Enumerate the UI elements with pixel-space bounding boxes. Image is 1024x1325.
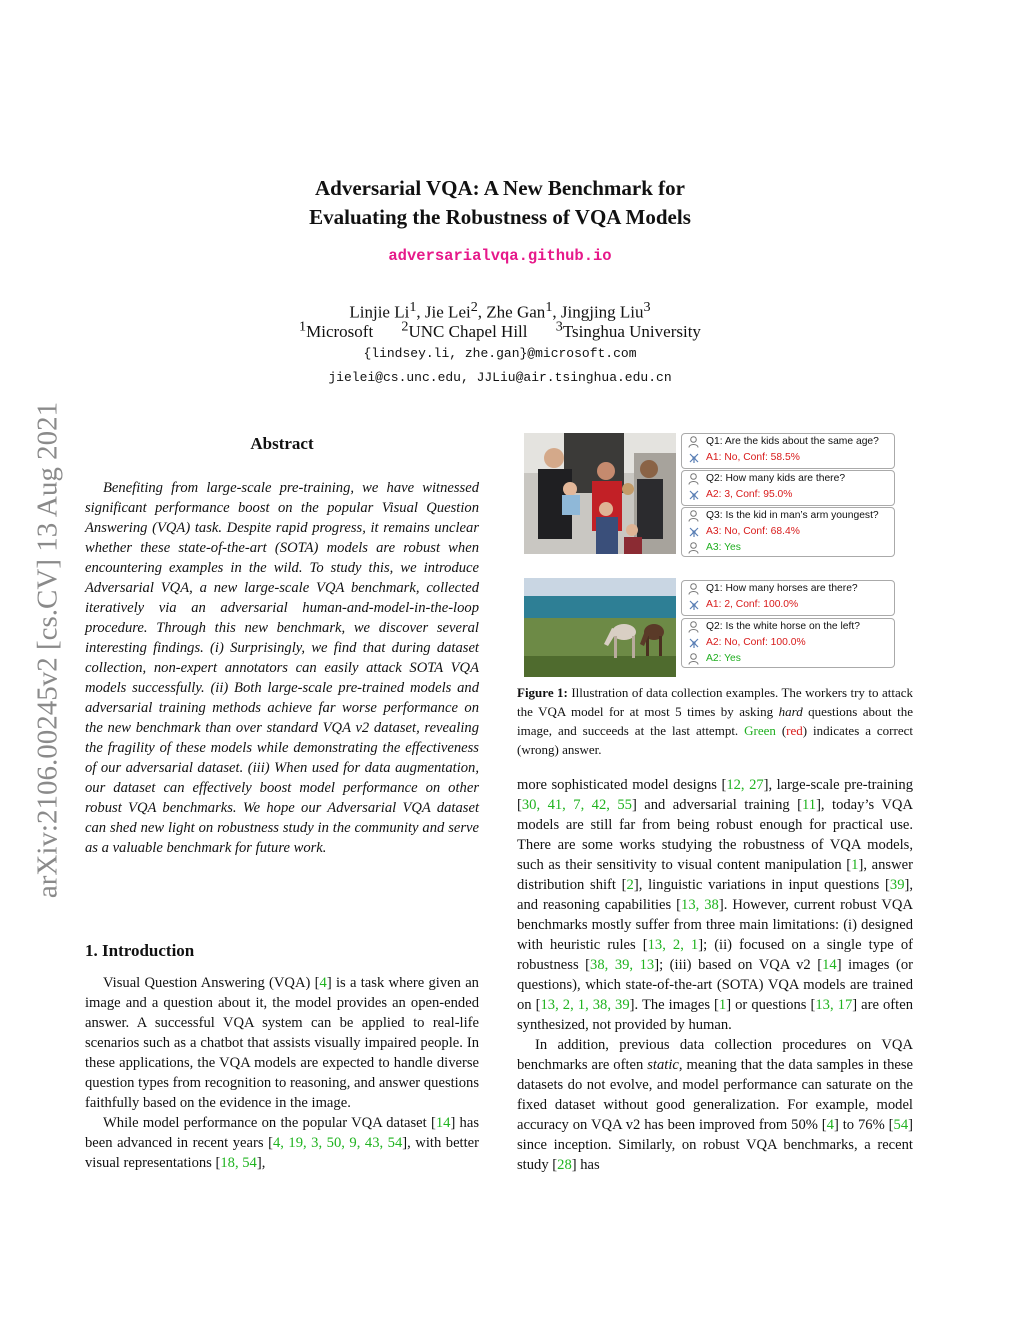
qa-text: A1: 2, Conf: 100.0% <box>706 599 799 610</box>
qa-text: A3: Yes <box>706 542 741 553</box>
aff-2-sup: 2 <box>401 318 409 334</box>
citation[interactable]: 38, 39, 13 <box>590 957 655 973</box>
text: ] has <box>571 1157 600 1173</box>
citation[interactable]: 11 <box>802 797 817 813</box>
wrong-answer-line <box>682 635 894 651</box>
text: Visual Question Answering (VQA) [ <box>103 975 320 991</box>
citation[interactable]: 18, 54 <box>220 1155 257 1171</box>
abstract-text: Benefiting from large-scale pre-training, we have witnessed significant performance boost on the popular Visual Question Answering (VQA) task. Despite rapid progress, it remains unclear whether these state-of-the-art (SOTA) models are robust when encountering examples in the wild. To study this, we introduce Adversarial VQA, a new large-scale VQA benchmark, collected iteratively via an adversarial human-and-model-in-the-loop procedure. Through this new benchmark, we discover several interesting findings. (i) Surprisingly, we find that during dataset collection, non-expert annotators can easily attack SOTA VQA models successfully. (ii) Both large-scale pre-trained models and adversarial training methods achieve far worse performance on the new benchmark than over standard VQA v2 dataset, revealing the fragility of these models while demonstrating the effectiveness of our adversarial dataset. (iii) When used for data augmentation, our dataset can effectively boost model performance on other robust VQA benchmarks. We hope our Adversarial VQA dataset can shed new light on robustness study in the community and serve as a valuable benchmark for future work. <box>85 480 479 856</box>
author-1: Linjie Li <box>349 302 410 322</box>
qa-text: Q1: Are the kids about the same age? <box>706 436 879 447</box>
citation[interactable]: 4 <box>319 975 327 991</box>
text: ] or questions [ <box>726 997 816 1013</box>
citation[interactable]: 39 <box>889 877 905 893</box>
qa-text: A2: No, Conf: 100.0% <box>706 637 806 648</box>
text: ], and reasoning capabilities [ <box>517 877 913 913</box>
question-line <box>682 581 894 597</box>
qa-box-2 <box>681 470 895 506</box>
text: ] since inception. Similarly, on robust VQA benchmarks, a recent study [ <box>517 1117 913 1173</box>
affiliation-2 <box>401 318 528 341</box>
text: ], large-scale pre-training [ <box>517 777 914 813</box>
email-line-2: jielei@cs.unc.edu, JJLiu@air.tsinghua.edu.cn <box>328 370 672 385</box>
citation[interactable]: 13, 2, 1 <box>647 937 699 953</box>
paper-title <box>180 174 820 232</box>
citation[interactable]: 4 <box>826 1117 834 1133</box>
citation[interactable]: 1 <box>718 997 727 1013</box>
text: ]; (ii) focused on a single type of robustness [ <box>517 937 913 973</box>
citation[interactable]: 1 <box>851 857 859 873</box>
text: ] to 76% [ <box>833 1117 894 1133</box>
text: ] images (or questions), which state-of-the-art (SOTA) VQA models are trained on [ <box>517 957 913 1013</box>
citation[interactable]: 2 <box>626 877 634 893</box>
qa-box-3 <box>681 507 895 557</box>
aff-1-sup: 1 <box>299 318 307 334</box>
qa-text: A2: 3, Conf: 95.0% <box>706 489 793 500</box>
qa-text: Q1: How many horses are there? <box>706 583 858 594</box>
text: ]. However, current robust VQA benchmarks mostly suffer from three main limitations: (i) designed with heuristic rules [ <box>517 897 913 953</box>
text: ], today’s VQA models are still far from being robust enough for practical use. There are some works studying the robustness of VQA models, such as their sensitivity to visual content manipulation [ <box>517 797 913 873</box>
right-paragraph-1 <box>517 775 913 1035</box>
question-line <box>682 508 894 524</box>
qa-text: Q2: How many kids are there? <box>706 473 846 484</box>
text: ] and adversarial training [ <box>631 797 802 813</box>
text: ], <box>256 1155 266 1171</box>
citation[interactable]: 14 <box>435 1115 451 1131</box>
project-url[interactable]: adversarialvqa.github.io <box>388 247 612 265</box>
question-line <box>682 619 894 635</box>
citation[interactable]: 14 <box>822 957 837 973</box>
qa-text: Q3: Is the kid in man’s arm youngest? <box>706 510 879 521</box>
caption-emphasis: hard <box>778 704 803 719</box>
author-2: Jie Lei <box>424 302 471 322</box>
text: In addition, previous data collection procedures on VQA benchmarks are often <box>517 1037 913 1073</box>
caption-text: Illustration of data collection examples. The workers try to attack the VQA model for at most 5 times by asking <box>517 685 913 719</box>
author-3-sup: 1 <box>545 299 553 315</box>
text: ], linguistic variations in input questions [ <box>633 877 890 893</box>
author-1-sup: 1 <box>409 299 417 315</box>
text: more sophisticated model designs [ <box>517 777 727 793</box>
text: While model performance on the popular VQA dataset [ <box>103 1115 436 1131</box>
text: ] are often synthesized, not provided by human. <box>517 997 913 1033</box>
affiliation-list <box>200 318 800 342</box>
wrong-answer-line <box>682 487 894 503</box>
intro-body <box>85 973 479 1173</box>
affiliation-1 <box>299 318 374 341</box>
wrong-answer-line <box>682 524 894 540</box>
intro-paragraph-2 <box>85 1113 479 1173</box>
text: ], with better visual representations [ <box>85 1135 479 1171</box>
author-list: Linjie Li$^1$, Jie Lei$^2$, Zhe Gan$^1$, Jingjing Liu$^3$ <box>349 299 651 322</box>
aff-1-name: Microsoft <box>306 321 374 341</box>
author-3: Zhe Gan <box>486 302 546 322</box>
caption-red: red <box>786 723 803 738</box>
text: ], answer distribution shift [ <box>517 857 913 893</box>
text: ] has been advanced in recent years [ <box>85 1115 480 1151</box>
figure-caption <box>517 683 913 759</box>
intro-paragraph-1 <box>85 973 479 1113</box>
title-line-1: Adversarial VQA: A New Benchmark for <box>315 176 685 200</box>
horses-photo <box>524 578 676 677</box>
qa-text: A3: No, Conf: 68.4% <box>706 526 800 537</box>
author-4: Jingjing Liu <box>560 302 644 322</box>
author-2-sup: 2 <box>470 299 478 315</box>
citation[interactable]: 4, 19, 3, 50, 9, 43, 54 <box>272 1135 403 1151</box>
qa-text: A2: Yes <box>706 653 741 664</box>
text: ]. The images [ <box>629 997 719 1013</box>
citation[interactable]: 54 <box>893 1117 909 1133</box>
citation[interactable]: 13, 38 <box>681 897 719 913</box>
arxiv-id: arXiv:2106.00245v2 [cs.CV] 13 Aug 2021 <box>31 401 64 899</box>
title-line-2: Evaluating the Robustness of VQA Models <box>309 205 691 229</box>
family-photo <box>524 433 676 554</box>
intro-heading: 1. Introduction <box>85 941 195 960</box>
qa-box-5 <box>681 618 895 668</box>
abstract-heading: Abstract <box>250 434 314 453</box>
qa-text: Q2: Is the white horse on the left? <box>706 621 860 632</box>
qa-box-1 <box>681 433 895 469</box>
aff-2-name: UNC Chapel Hill <box>408 321 528 341</box>
text: , meaning that the data samples in these datasets do not evolve, and model performance can saturate on the fixed dataset without good generalization. For example, model accuracy on VQA v2 has been improved from 50% [ <box>517 1057 913 1133</box>
aff-3-sup: 3 <box>555 318 563 334</box>
wrong-answer-line <box>682 450 894 466</box>
right-paragraph-2 <box>517 1035 913 1175</box>
citation[interactable]: 30, 41, 7, 42, 55 <box>521 797 632 813</box>
question-line <box>682 434 894 450</box>
text: ]; (iii) based on VQA v2 [ <box>654 957 823 973</box>
affiliation-3 <box>555 318 701 341</box>
question-line <box>682 471 894 487</box>
caption-green: Green <box>744 723 776 738</box>
email-line-1: {lindsey.li, zhe.gan}@microsoft.com <box>363 346 637 361</box>
text: ] is a task where given an image and a question about it, the model provides an open-ended answer. A successful VQA system can be applied to real-life scenarios such as a chatbot that assists visually impaired people. In these applications, the VQA models are expected to handle diverse question types from recognition to reasoning, and answer questions faithfully based on the evidence in the image. <box>85 975 479 1111</box>
citation[interactable]: 28 <box>557 1157 572 1173</box>
caption-text: ( <box>775 723 787 738</box>
wrong-answer-line <box>682 597 894 613</box>
qa-box-4 <box>681 580 895 616</box>
emphasis: static <box>647 1057 679 1073</box>
caption-text: ) indicates a correct (wrong) answer. <box>517 723 913 757</box>
correct-answer-line <box>682 651 894 667</box>
aff-3-name: Tsinghua University <box>562 321 701 341</box>
author-4-sup: 3 <box>643 299 651 315</box>
citation[interactable]: 13, 17 <box>815 997 853 1013</box>
citation[interactable]: 12, 27 <box>726 777 764 793</box>
correct-answer-line <box>682 540 894 556</box>
caption-text: questions about the image, and succeeds at the last attempt. <box>517 704 913 738</box>
citation[interactable]: 13, 2, 1, 38, 39 <box>540 997 630 1013</box>
right-column-body <box>517 775 913 1175</box>
caption-label: Figure 1: <box>517 685 568 700</box>
qa-text: A1: No, Conf: 58.5% <box>706 452 800 463</box>
